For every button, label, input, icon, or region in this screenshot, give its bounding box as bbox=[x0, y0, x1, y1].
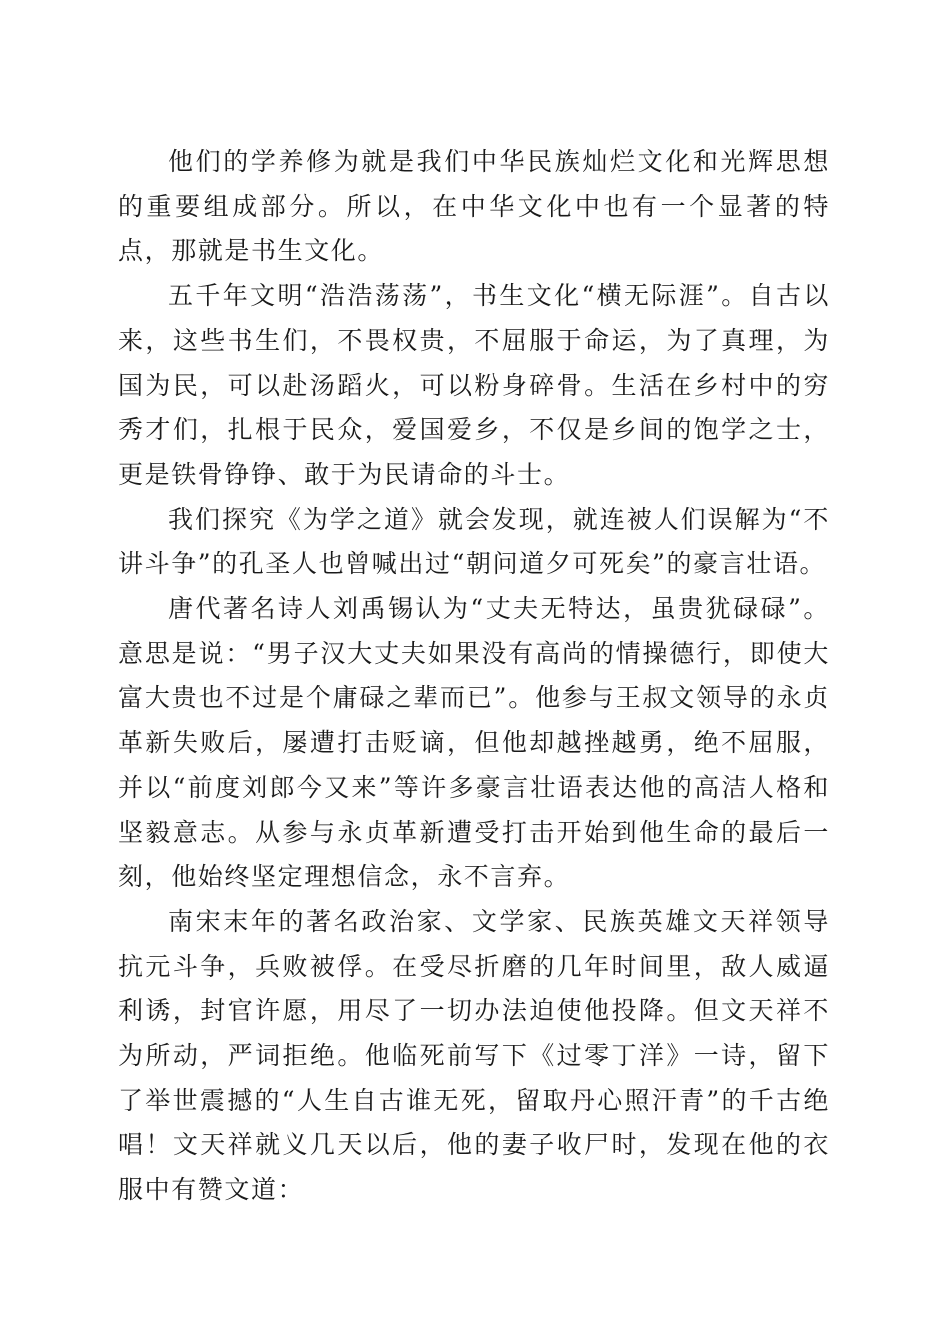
paragraph-2: 五千年文明“浩浩荡荡”，书生文化“横无际涯”。自古以来，这些书生们，不畏权贵，不屈服于命运，为了真理，为国为民，可以赴汤蹈火，可以粉身碎骨。生活在乡村中的穷秀才们，扎根于民众，爱国爱乡，不仅是乡间的饱学之士，更是铁骨铮铮、敢于为民请命的斗士。 bbox=[118, 281, 830, 489]
paragraph-3: 我们探究《为学之道》就会发现，就连被人们误解为“不讲斗争”的孔圣人也曾喊出过“朝问道夕可死矣”的豪言壮语。 bbox=[118, 504, 830, 579]
document-body bbox=[118, 140, 830, 1213]
paragraph-1: 他们的学养修为就是我们中华民族灿烂文化和光辉思想的重要组成部分。所以，在中华文化中也有一个显著的特点，那就是书生文化。 bbox=[118, 147, 830, 266]
paragraph-5: 南宋末年的著名政治家、文学家、民族英雄文天祥领导抗元斗争，兵败被俘。在受尽折磨的几年时间里，敌人威逼利诱，封官许愿，用尽了一切办法迫使他投降。但文天祥不为所动，严词拒绝。他临死前写下《过零丁洋》一诗，留下了举世震撼的“人生自古谁无死，留取丹心照汗青”的千古绝唱！文天祥就义几天以后，他的妻子收尸时，发现在他的衣服中有赞文道： bbox=[118, 906, 830, 1205]
paragraph-4: 唐代著名诗人刘禹锡认为“丈夫无特达，虽贵犹碌碌”。意思是说：“男子汉大丈夫如果没有高尚的情操德行，即使大富大贵也不过是个庸碌之辈而已”。他参与王叔文领导的永贞革新失败后，屡遭打击贬谪，但他却越挫越勇，绝不屈服，并以“前度刘郎今又来”等许多豪言壮语表达他的高洁人格和坚毅意志。从参与永贞革新遭受打击开始到他生命的最后一刻，他始终坚定理想信念，永不言弃。 bbox=[118, 594, 830, 892]
